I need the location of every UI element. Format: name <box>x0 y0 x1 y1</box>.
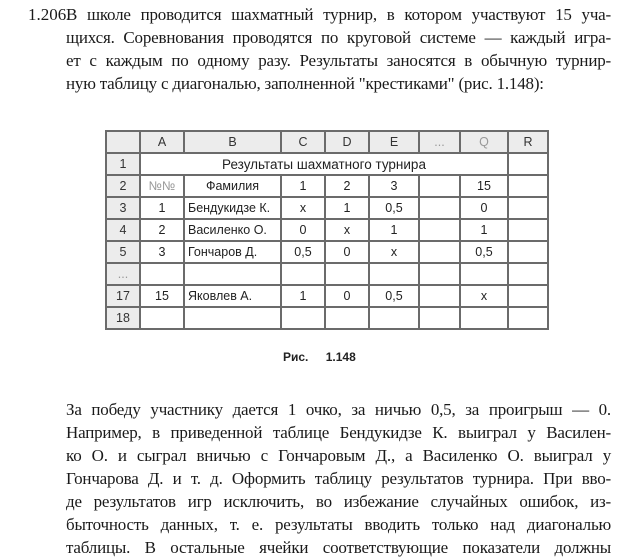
table-row <box>106 197 548 219</box>
cell: 2 <box>140 219 184 241</box>
cell <box>325 263 369 285</box>
title-row <box>106 153 548 175</box>
cell: Яковлев А. <box>184 285 281 307</box>
row-header: 3 <box>106 197 140 219</box>
column-header: ... <box>419 131 460 153</box>
cell <box>508 307 548 329</box>
cell: 0,5 <box>460 241 508 263</box>
column-header: R <box>508 131 548 153</box>
cell <box>184 307 281 329</box>
cell <box>508 263 548 285</box>
problem-number: 1.206. <box>28 5 71 24</box>
cell <box>325 307 369 329</box>
cell <box>281 307 325 329</box>
intro-line: ет с каждым по одному разу. Результаты заносятся в обычную турнир- <box>66 51 611 70</box>
cell <box>508 153 548 175</box>
table-title: Результаты шахматного турнира <box>140 153 508 175</box>
table-row <box>106 307 548 329</box>
cell <box>140 263 184 285</box>
cell: x <box>460 285 508 307</box>
column-header: C <box>281 131 325 153</box>
row-header: 17 <box>106 285 140 307</box>
cell <box>419 263 460 285</box>
table-row <box>106 175 548 197</box>
cell: №№ <box>140 175 184 197</box>
cell <box>460 263 508 285</box>
cell: 15 <box>140 285 184 307</box>
column-header: Q <box>460 131 508 153</box>
table-row <box>106 241 548 263</box>
table-row <box>106 219 548 241</box>
cell: 2 <box>325 175 369 197</box>
cell <box>508 241 548 263</box>
row-header: 1 <box>106 153 140 175</box>
cell <box>419 219 460 241</box>
cell <box>508 197 548 219</box>
cell <box>508 219 548 241</box>
cell: 0 <box>281 219 325 241</box>
body-line: ко О. и сыграл вничью с Гончаровым Д., а Василенко О. выиграл у <box>66 446 611 465</box>
cell: x <box>281 197 325 219</box>
body-line: таблицы. В остальные ячейки соответствующие показатели должны <box>66 538 611 557</box>
cell <box>508 285 548 307</box>
cell: 0,5 <box>369 285 419 307</box>
intro-line: В школе проводится шахматный турнир, в котором участвуют 15 уча- <box>66 5 611 24</box>
cell <box>419 241 460 263</box>
cell: 0,5 <box>281 241 325 263</box>
body-line: Например, в приведенной таблице Бендукидзе К. выиграл у Василен- <box>66 423 611 442</box>
cell: 1 <box>460 219 508 241</box>
tournament-spreadsheet <box>105 130 549 330</box>
cell: 0,5 <box>369 197 419 219</box>
cell <box>419 197 460 219</box>
cell <box>140 307 184 329</box>
cell: 15 <box>460 175 508 197</box>
cell <box>419 285 460 307</box>
cell: 3 <box>369 175 419 197</box>
column-header: E <box>369 131 419 153</box>
table-row <box>106 285 548 307</box>
row-header: ... <box>106 263 140 285</box>
cell <box>369 263 419 285</box>
column-header: B <box>184 131 281 153</box>
cell: 1 <box>281 175 325 197</box>
body-line: де результатов игр исключить, во избежание случайных ошибок, из- <box>66 492 611 511</box>
column-header: A <box>140 131 184 153</box>
column-header: D <box>325 131 369 153</box>
cell <box>508 175 548 197</box>
cell: x <box>369 241 419 263</box>
cell: 1 <box>325 197 369 219</box>
body-line: быточность данных, т. е. результаты вводить только над диагональю <box>66 515 611 534</box>
cell <box>419 175 460 197</box>
cell <box>281 263 325 285</box>
cell: 1 <box>281 285 325 307</box>
body-line: За победу участнику дается 1 очко, за ничью 0,5, за проигрыш — 0. <box>66 400 611 419</box>
cell: 3 <box>140 241 184 263</box>
row-header: 18 <box>106 307 140 329</box>
table-row <box>106 263 548 285</box>
row-header: 2 <box>106 175 140 197</box>
cell: Василенко О. <box>184 219 281 241</box>
row-header: 4 <box>106 219 140 241</box>
intro-line: ную таблицу с диагональю, заполненной "крестиками" (рис. 1.148): <box>66 74 544 93</box>
intro-line: щихся. Соревнования проводятся по круговой системе — каждый игра- <box>66 28 611 47</box>
cell: 0 <box>325 241 369 263</box>
body-line: Гончарова Д. и т. д. Оформить таблицу результатов турнира. При вво- <box>66 469 611 488</box>
row-header: 5 <box>106 241 140 263</box>
cell <box>184 263 281 285</box>
cell: Гончаров Д. <box>184 241 281 263</box>
figure-caption: Рис. 1.148 <box>283 350 356 364</box>
cell <box>460 307 508 329</box>
cell: x <box>325 219 369 241</box>
cell: 0 <box>460 197 508 219</box>
cell <box>419 307 460 329</box>
column-header-row <box>106 131 548 153</box>
cell: Бендукидзе К. <box>184 197 281 219</box>
cell <box>369 307 419 329</box>
cell: Фамилия <box>184 175 281 197</box>
corner-cell <box>106 131 140 153</box>
cell: 0 <box>325 285 369 307</box>
cell: 1 <box>140 197 184 219</box>
cell: 1 <box>369 219 419 241</box>
